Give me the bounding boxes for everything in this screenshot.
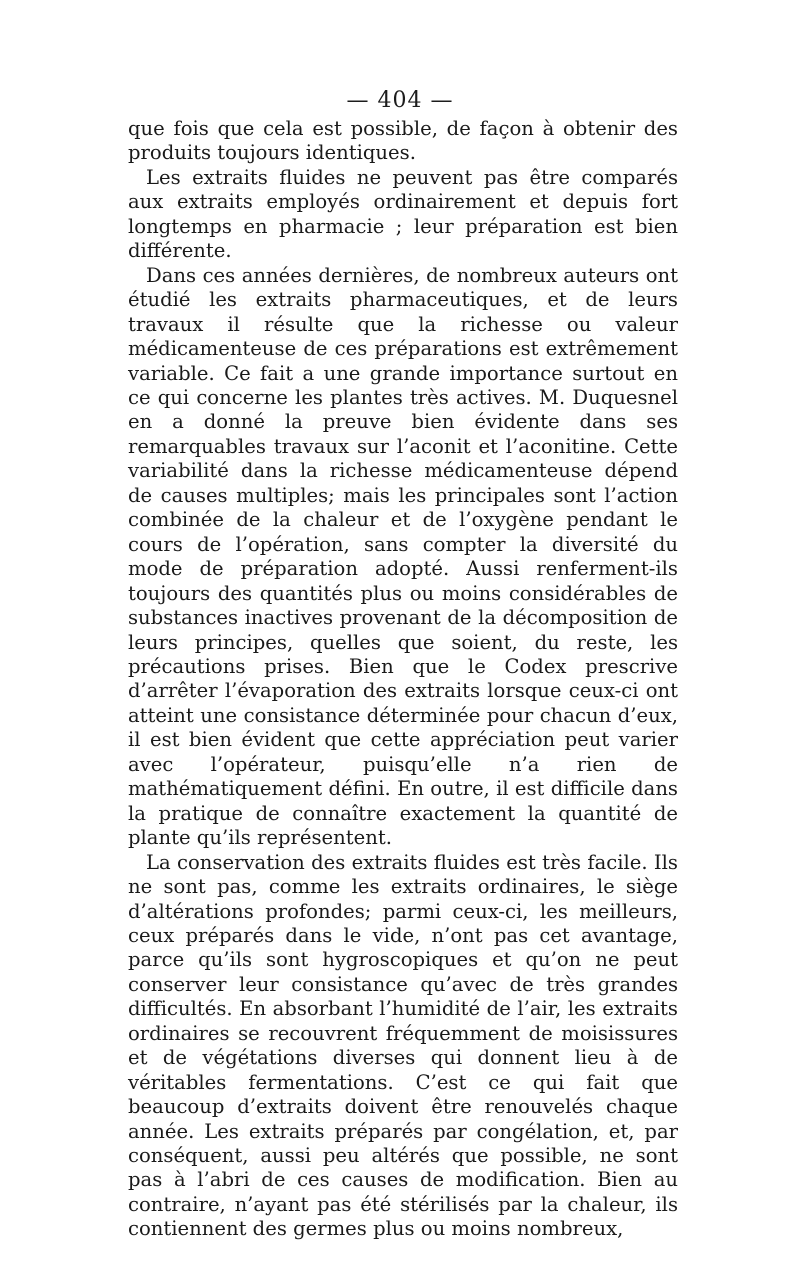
paragraph-continuation: que fois que cela est possible, de façon à obtenir des produits toujours identiques. [128, 117, 678, 165]
body-text [128, 117, 678, 1242]
paragraph-conservation: La conservation des extraits fluides est très facile. Ils ne sont pas, comme les extraits ordinaires, le siège d’altérations profondes; parmi ceux-ci, les meilleurs, ceux préparés dans le vide, n’ont pas cet avantage, parce qu’ils sont hygroscopiques et qu’on ne peut conserver leur consistance qu’avec de très grandes difficultés. En absorbant l’humidité de l’air, les extraits ordinaires se recouvrent fréquemment de moisissures et de végétations diverses qui donnent lieu à de véritables fermentations. C’est ce qui fait que beaucoup d’extraits doivent être renouvelés chaque année. Les extraits préparés par congélation, et, par conséquent, aussi peu altérés que possible, ne sont pas à l’abri de ces causes de modification. Bien au contraire, n’ayant pas été stérilisés par la chaleur, ils contiennent des germes plus ou moins nombreux, [128, 850, 678, 1241]
paragraph-pharmaceutical-extracts: Dans ces années dernières, de nombreux auteurs ont étudié les extraits pharmaceutiques, et de leurs travaux il résulte que la richesse ou valeur médicamenteuse de ces préparations est extrêmement variable. Ce fait a une grande importance surtout en ce qui concerne les plantes très actives. M. Duquesnel en a donné la preuve bien évidente dans ses remarquables travaux sur l’aconit et l’aconitine. Cette variabilité dans la richesse médicamenteuse dépend de causes multiples; mais les principales sont l’action combinée de la chaleur et de l’oxygène pendant le cours de l’opération, sans compter la diversité du mode de préparation adopté. Aussi renferment-ils toujours des quantités plus ou moins considérables de substances inactives provenant de la décomposition de leurs principes, quelles que soient, du reste, les précautions prises. Bien que le Codex prescrive d’arrêter l’évaporation des extraits lorsque ceux-ci ont atteint une consistance déterminée pour chacun d’eux, il est bien évident que cette appréciation peut varier avec l’opérateur, puisqu’elle n’a rien de mathématiquement défini. En outre, il est difficile dans la pratique de connaître exactement la quantité de plante qu’ils représentent. [128, 263, 678, 850]
paragraph-fluid-extracts: Les extraits fluides ne peuvent pas être comparés aux extraits employés ordinairement et depuis fort longtemps en pharmacie ; leur préparation est bien différente. [128, 165, 678, 263]
page-number: — 404 — [346, 88, 454, 113]
